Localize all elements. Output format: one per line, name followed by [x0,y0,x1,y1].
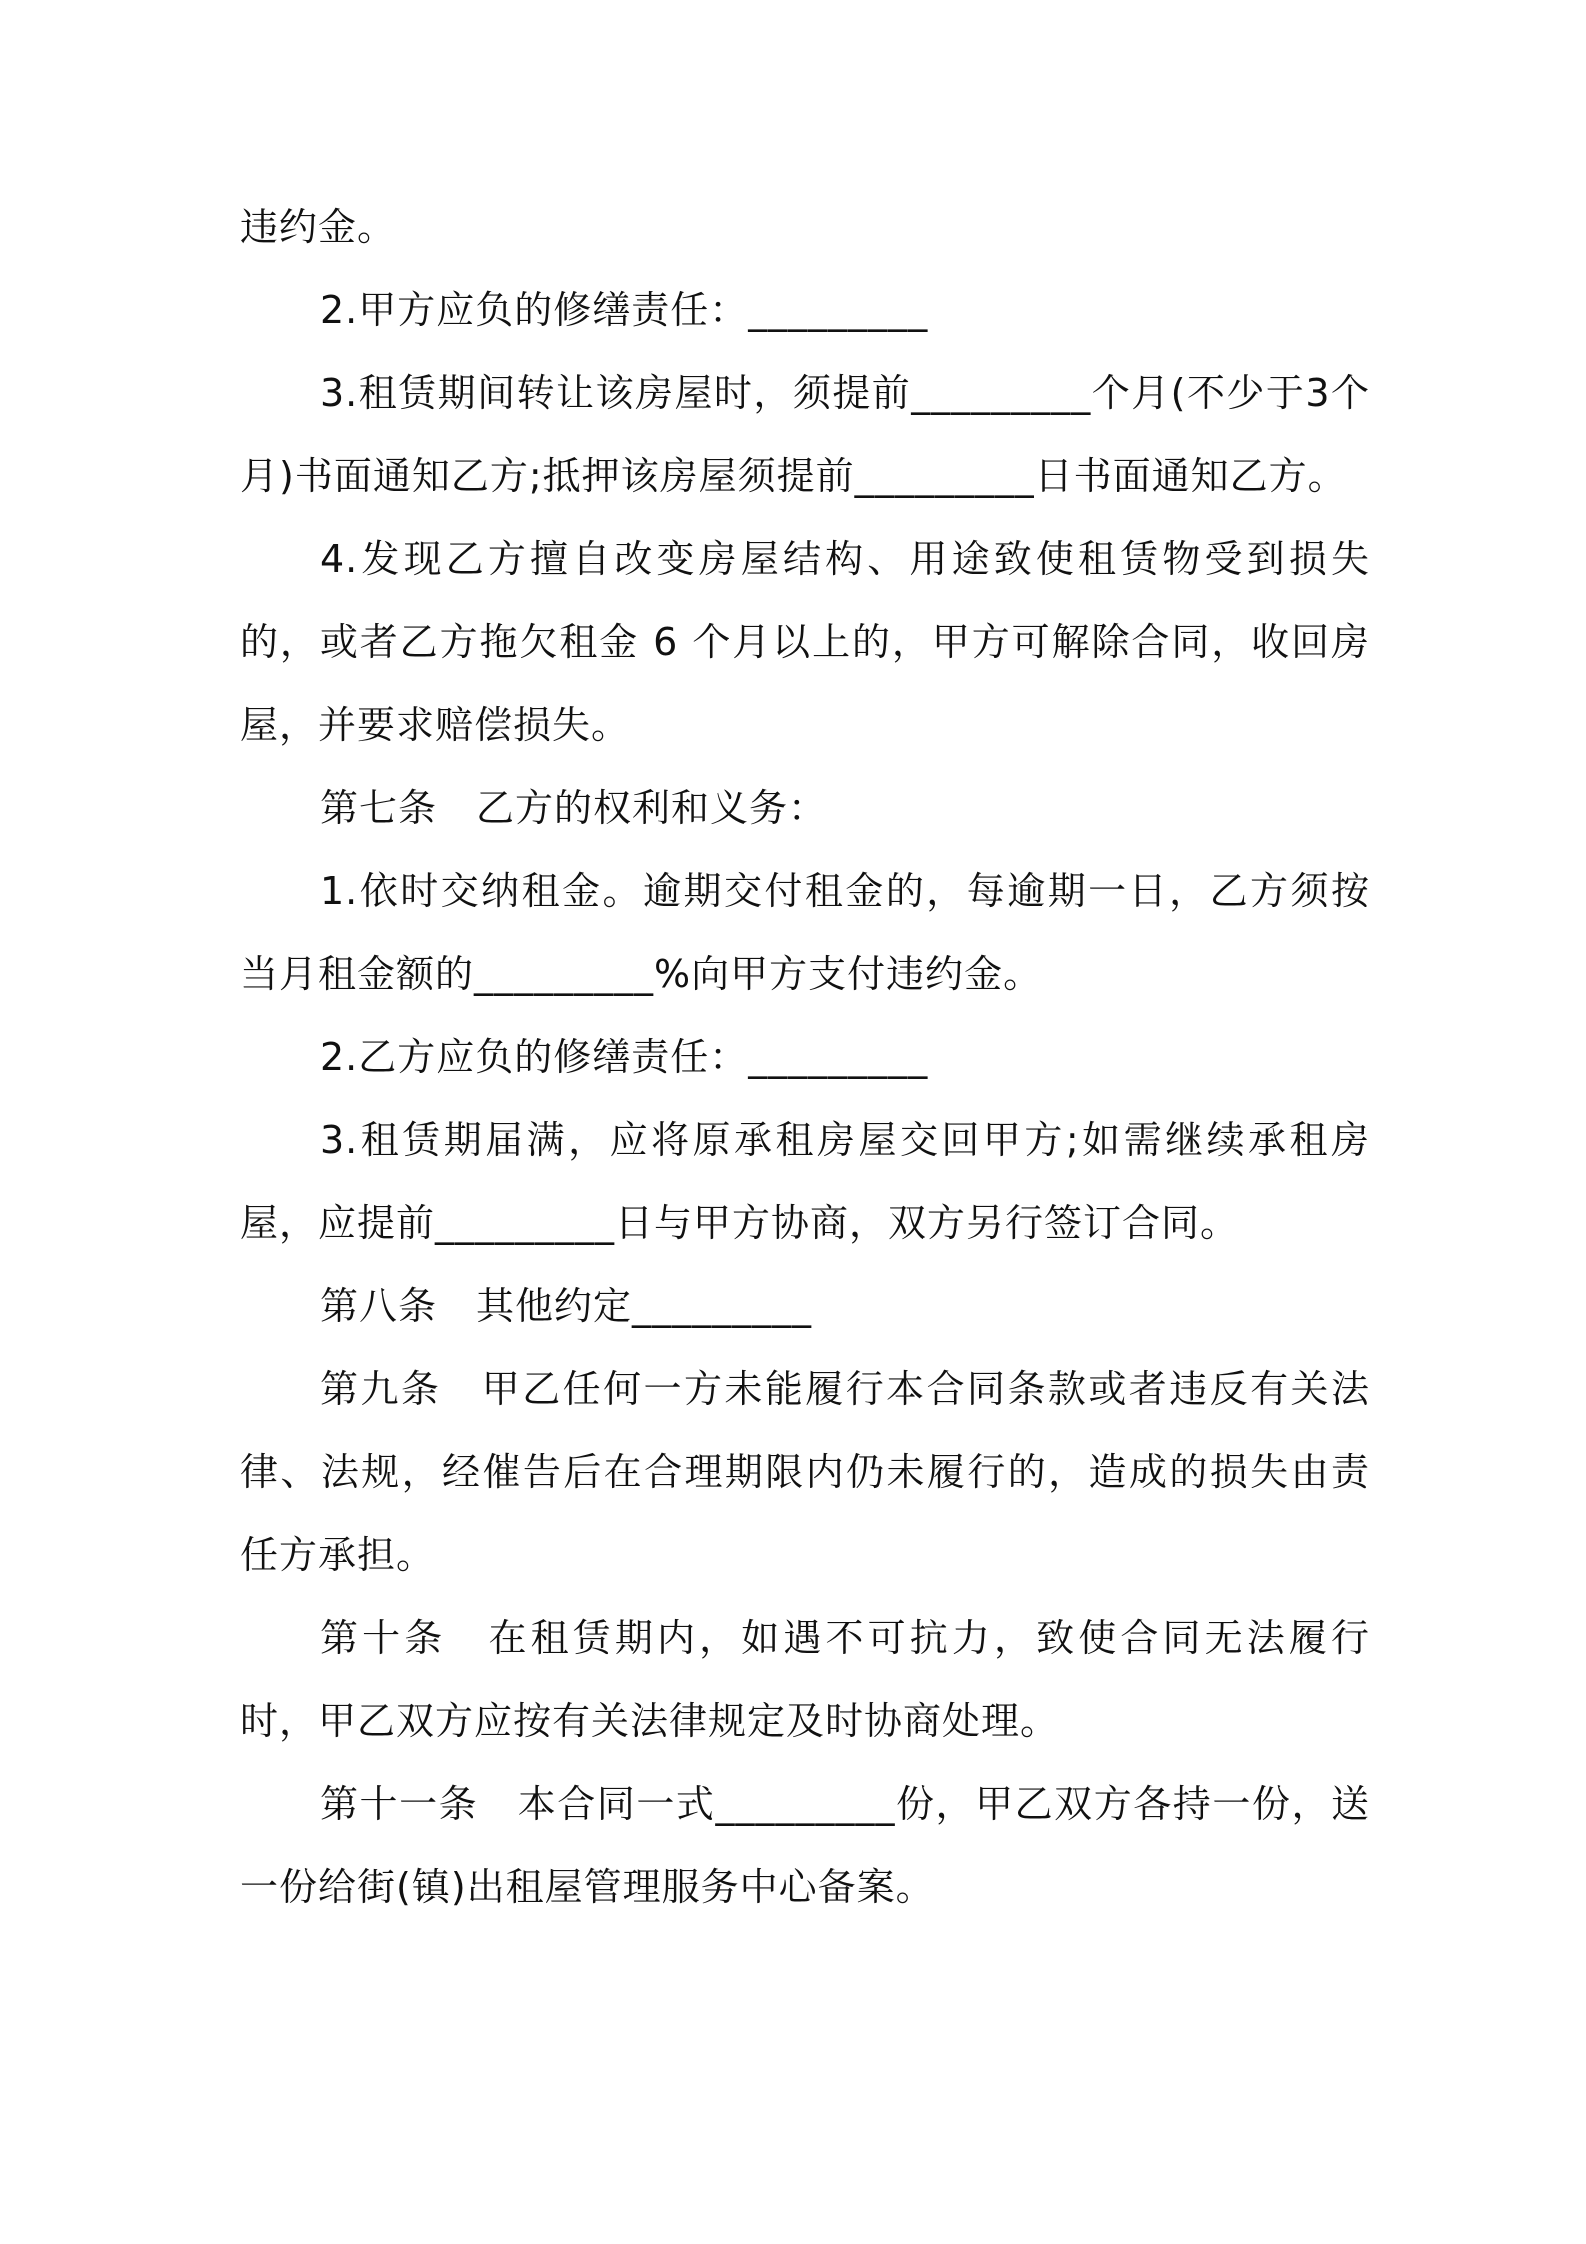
paragraph-article-11: 第十一条 本合同一式_________份，甲乙双方各持一份，送一份给街(镇)出租屋管理服务中心备案。 [240,1782,1370,1909]
paragraph-penalty-end: 违约金。 [240,205,397,249]
heading-article-7: 第七条 乙方的权利和义务： [320,786,828,830]
paragraph-lease-expiry: 3.租赁期届满，应将原承租房屋交回甲方;如需继续承租房屋，应提前_________日与甲方协商，双方另行签订合同。 [240,1118,1370,1245]
paragraph-rent-payment: 1.依时交纳租金。逾期交付租金的，每逾期一日，乙方须按当月租金额的_________%向甲方支付违约金。 [240,869,1370,996]
paragraph-tenant-repair: 2.乙方应负的修缮责任：_________ [320,1035,929,1079]
paragraph-termination: 4.发现乙方擅自改变房屋结构、用途致使租赁物受到损失的，或者乙方拖欠租金 6 个月以上的，甲方可解除合同，收回房屋，并要求赔偿损失。 [240,537,1370,747]
paragraph-landlord-repair: 2.甲方应负的修缮责任：_________ [320,288,929,332]
paragraph-transfer-notice: 3.租赁期间转让该房屋时，须提前_________个月(不少于3个月)书面通知乙方;抵押该房屋须提前_________日书面通知乙方。 [240,371,1370,498]
paragraph-article-10: 第十条 在租赁期内，如遇不可抗力，致使合同无法履行时，甲乙双方应按有关法律规定及时协商处理。 [240,1616,1370,1743]
heading-article-8: 第八条 其他约定_________ [320,1284,813,1328]
paragraph-article-9: 第九条 甲乙任何一方未能履行本合同条款或者违反有关法律、法规，经催告后在合理期限内仍未履行的，造成的损失由责任方承担。 [240,1367,1370,1577]
document-body [240,186,1370,1929]
